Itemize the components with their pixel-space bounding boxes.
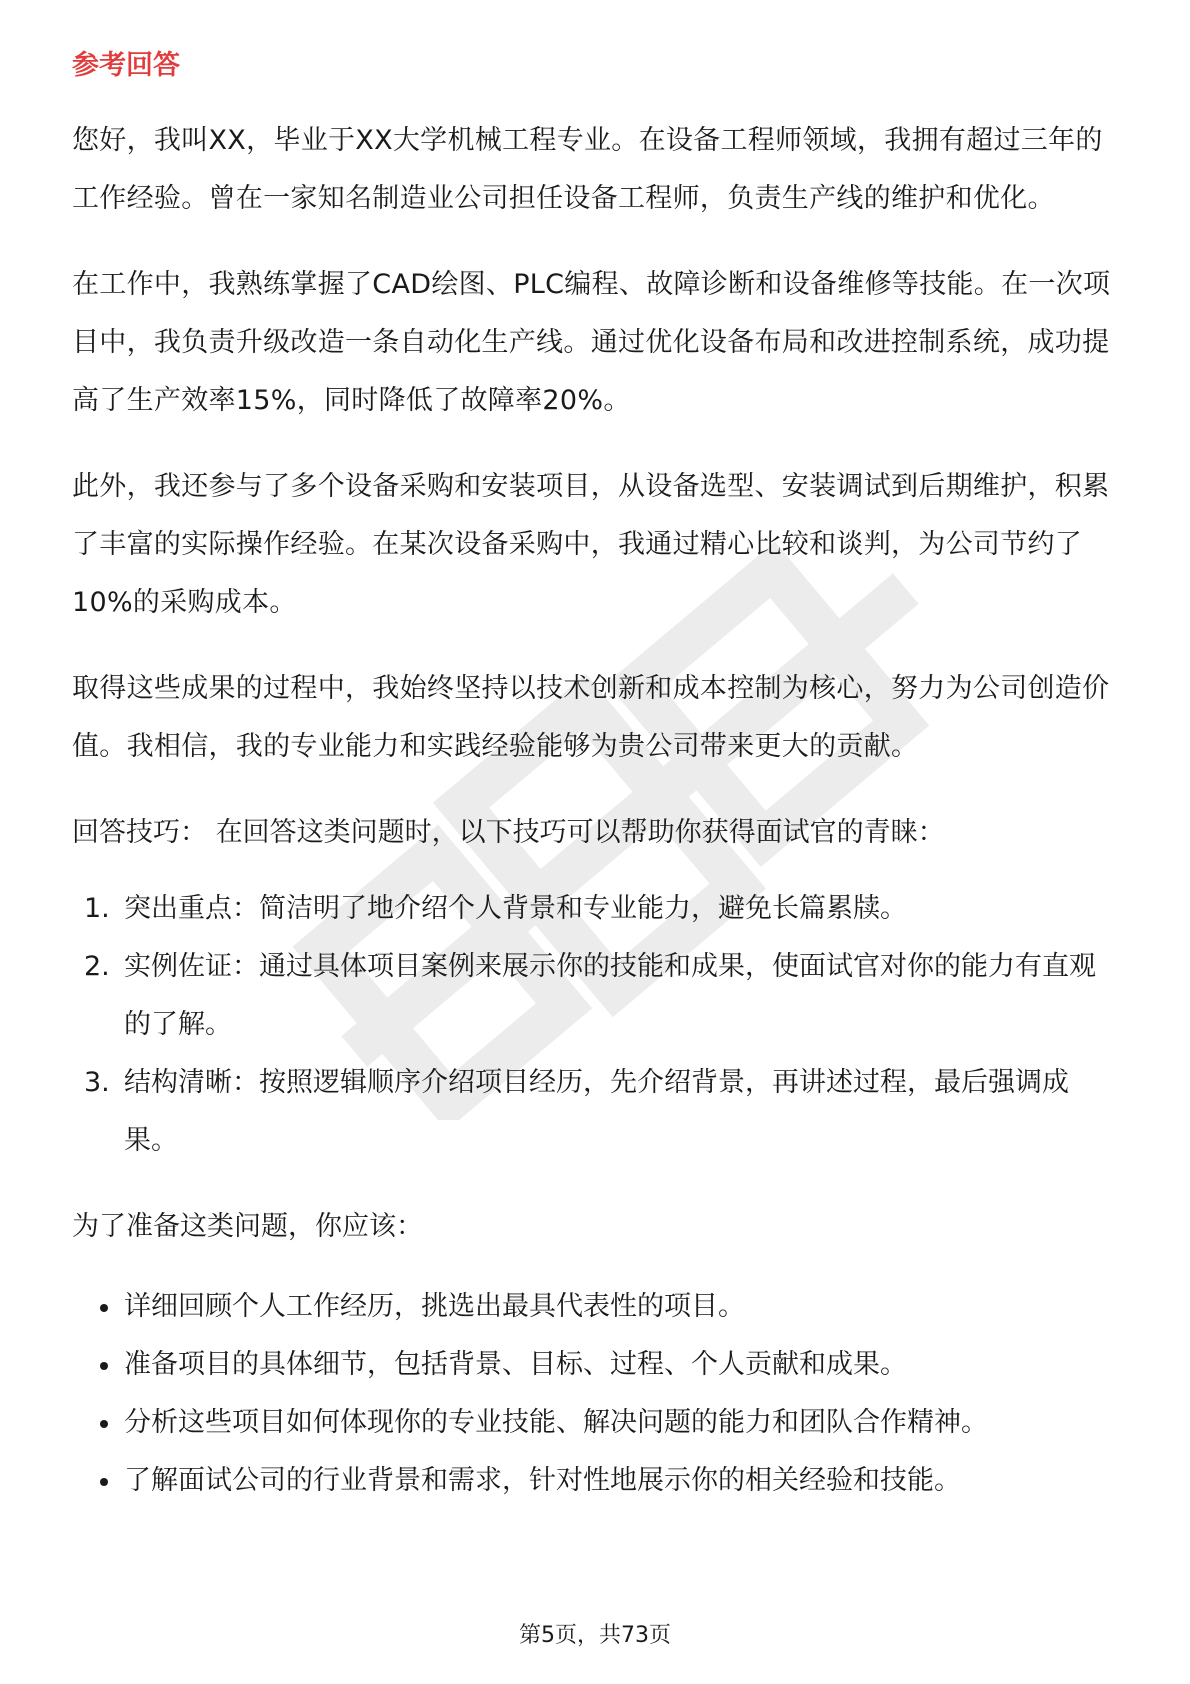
tips-list-item — [72, 880, 1122, 938]
bullet-icon — [100, 1362, 108, 1370]
list-number: 1. — [84, 893, 110, 924]
tips-item-text: 结构清晰：按照逻辑顺序介绍项目经历，先介绍背景，再讲述过程，最后强调成果。 — [124, 1067, 1069, 1156]
prep-list-item — [72, 1394, 1122, 1452]
bullet-icon — [100, 1478, 108, 1486]
answer-paragraph-1: 您好，我叫XX，毕业于XX大学机械工程专业。在设备工程师领域，我拥有超过三年的工作经验。曾在一家知名制造业公司担任设备工程师，负责生产线的维护和优化。 — [72, 125, 1103, 214]
bullet-icon — [100, 1304, 108, 1312]
list-number: 2. — [84, 951, 110, 982]
prep-item-text: 分析这些项目如何体现你的专业技能、解决问题的能力和团队合作精神。 — [124, 1407, 988, 1438]
tips-list-item — [72, 938, 1122, 1054]
prep-list-item — [72, 1452, 1122, 1510]
tips-intro: 回答技巧： 在回答这类问题时，以下技巧可以帮助你获得面试官的青睐： — [72, 817, 945, 848]
prep-list — [72, 1278, 1122, 1510]
tips-item-text: 实例佐证：通过具体项目案例来展示你的技能和成果，使面试官对你的能力有直观的了解。 — [124, 951, 1096, 1040]
prep-item-text: 详细回顾个人工作经历，挑选出最具代表性的项目。 — [124, 1291, 745, 1322]
list-number: 3. — [84, 1067, 110, 1098]
prep-intro: 为了准备这类问题，你应该： — [72, 1211, 423, 1242]
tips-list-item — [72, 1054, 1122, 1170]
tips-list — [72, 880, 1122, 1170]
answer-paragraph-2: 在工作中，我熟练掌握了CAD绘图、PLC编程、故障诊断和设备维修等技能。在一次项目中，我负责升级改造一条自动化生产线。通过优化设备布局和改进控制系统，成功提高了生产效率15%，同时降低了故障率20%。 — [72, 269, 1111, 416]
prep-list-item — [72, 1278, 1122, 1336]
tips-item-text: 突出重点：简洁明了地介绍个人背景和专业能力，避免长篇累牍。 — [124, 893, 907, 924]
prep-item-text: 准备项目的具体细节，包括背景、目标、过程、个人贡献和成果。 — [124, 1349, 907, 1380]
section-heading: 参考回答 — [72, 50, 180, 81]
prep-list-item — [72, 1336, 1122, 1394]
answer-paragraph-3: 此外，我还参与了多个设备采购和安装项目，从设备选型、安装调试到后期维护，积累了丰富的实际操作经验。在某次设备采购中，我通过精心比较和谈判，为公司节约了10%的采购成本。 — [72, 471, 1110, 618]
page-number-footer: 第5页，共73页 — [519, 1623, 671, 1648]
bullet-icon — [100, 1420, 108, 1428]
page-content — [72, 44, 1122, 1510]
prep-item-text: 了解面试公司的行业背景和需求，针对性地展示你的相关经验和技能。 — [124, 1465, 961, 1496]
answer-paragraph-4: 取得这些成果的过程中，我始终坚持以技术创新和成本控制为核心，努力为公司创造价值。我相信，我的专业能力和实践经验能够为贵公司带来更大的贡献。 — [72, 673, 1110, 762]
